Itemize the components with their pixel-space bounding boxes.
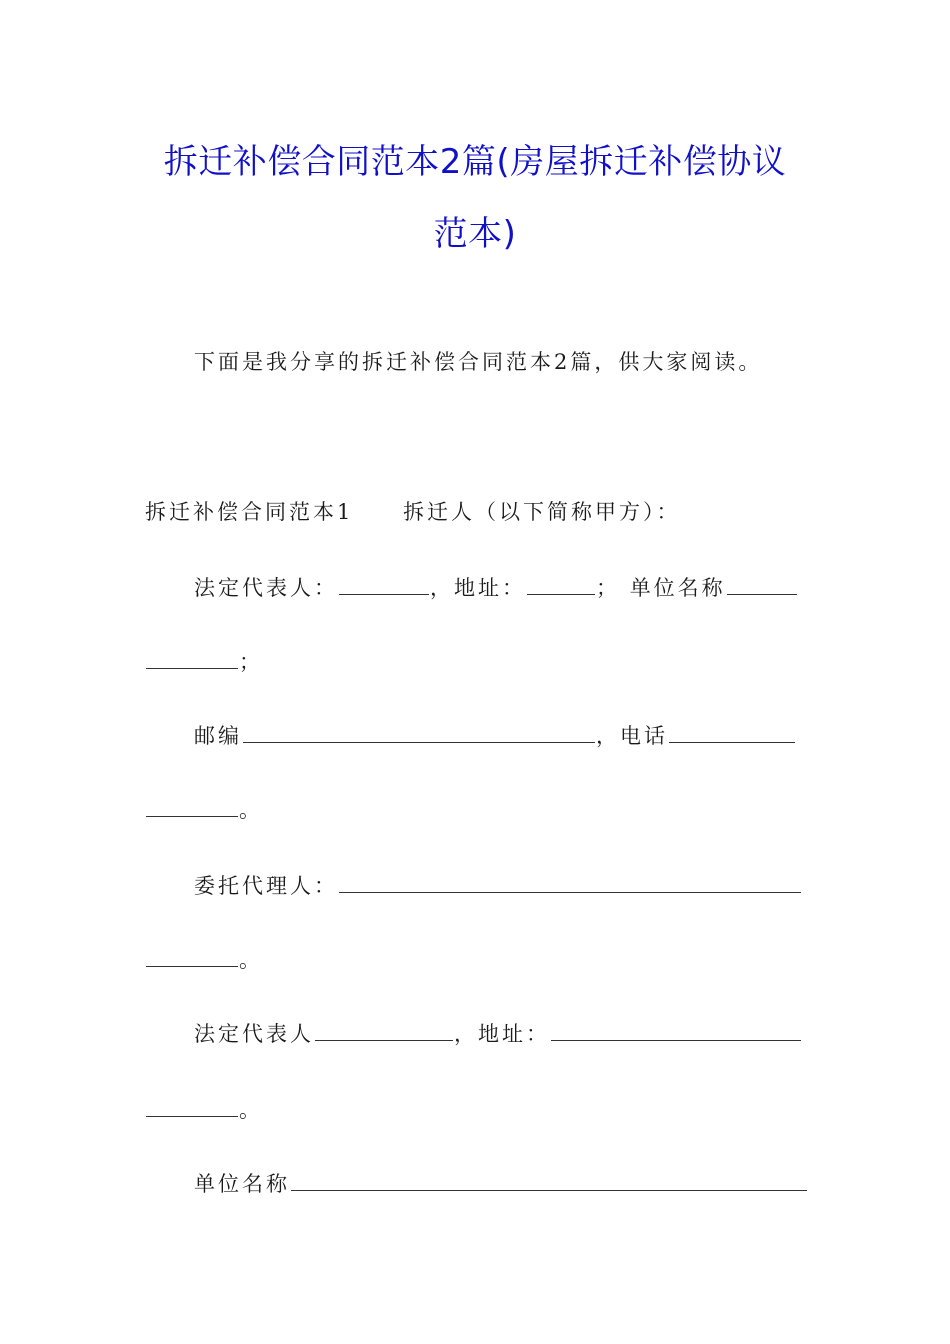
section-heading: 拆迁补偿合同范本1	[145, 500, 354, 524]
address-blank	[527, 576, 595, 595]
end-period: 。	[239, 948, 263, 972]
unit-name-row-2	[194, 1168, 808, 1198]
agent-blank	[339, 874, 801, 893]
document-title-line-1: 拆迁补偿合同范本2篇(房屋拆迁补偿协议	[163, 142, 787, 182]
section-heading-row	[145, 496, 681, 526]
legal-rep-row-2-cont	[145, 1094, 263, 1124]
agent-row-cont	[145, 944, 263, 974]
semicolon: ；	[596, 576, 620, 600]
unit-name-label-2: 单位名称	[194, 1172, 290, 1196]
address-label: ，地址：	[430, 576, 526, 600]
legal-rep-blank-2	[315, 1022, 453, 1041]
unit-name-blank	[727, 576, 797, 595]
postcode-blank	[243, 724, 595, 743]
postcode-label: 邮编	[194, 724, 242, 748]
legal-rep-blank	[339, 576, 429, 595]
phone-label: ，电话	[596, 724, 668, 748]
unit-name-blank-cont	[146, 650, 238, 669]
legal-rep-row	[194, 572, 798, 602]
unit-name-blank-2	[291, 1172, 807, 1191]
legal-rep-row-2	[194, 1018, 802, 1048]
phone-blank	[669, 724, 795, 743]
agent-row	[194, 870, 802, 900]
address-blank-2	[551, 1022, 801, 1041]
postcode-row	[194, 720, 796, 750]
agent-label: 委托代理人：	[194, 874, 338, 898]
agent-blank-cont	[146, 948, 238, 967]
end-period: 。	[239, 798, 263, 822]
document-title-line-2: 范本)	[433, 214, 517, 254]
address-label-2: ，地址：	[454, 1022, 550, 1046]
legal-rep-label-2: 法定代表人	[194, 1022, 314, 1046]
unit-name-label: 单位名称	[629, 576, 726, 600]
legal-rep-row-cont	[145, 646, 263, 676]
party-a-intro: 拆迁人（以下简称甲方）：	[403, 500, 681, 524]
postcode-row-cont	[145, 794, 263, 824]
address-blank-2-cont	[146, 1098, 238, 1117]
end-period: 。	[239, 1098, 263, 1122]
phone-blank-cont	[146, 798, 238, 817]
intro-paragraph: 下面是我分享的拆迁补偿合同范本2篇，供大家阅读。	[194, 350, 763, 374]
legal-rep-label: 法定代表人：	[194, 576, 338, 600]
end-semicolon: ；	[239, 650, 263, 674]
